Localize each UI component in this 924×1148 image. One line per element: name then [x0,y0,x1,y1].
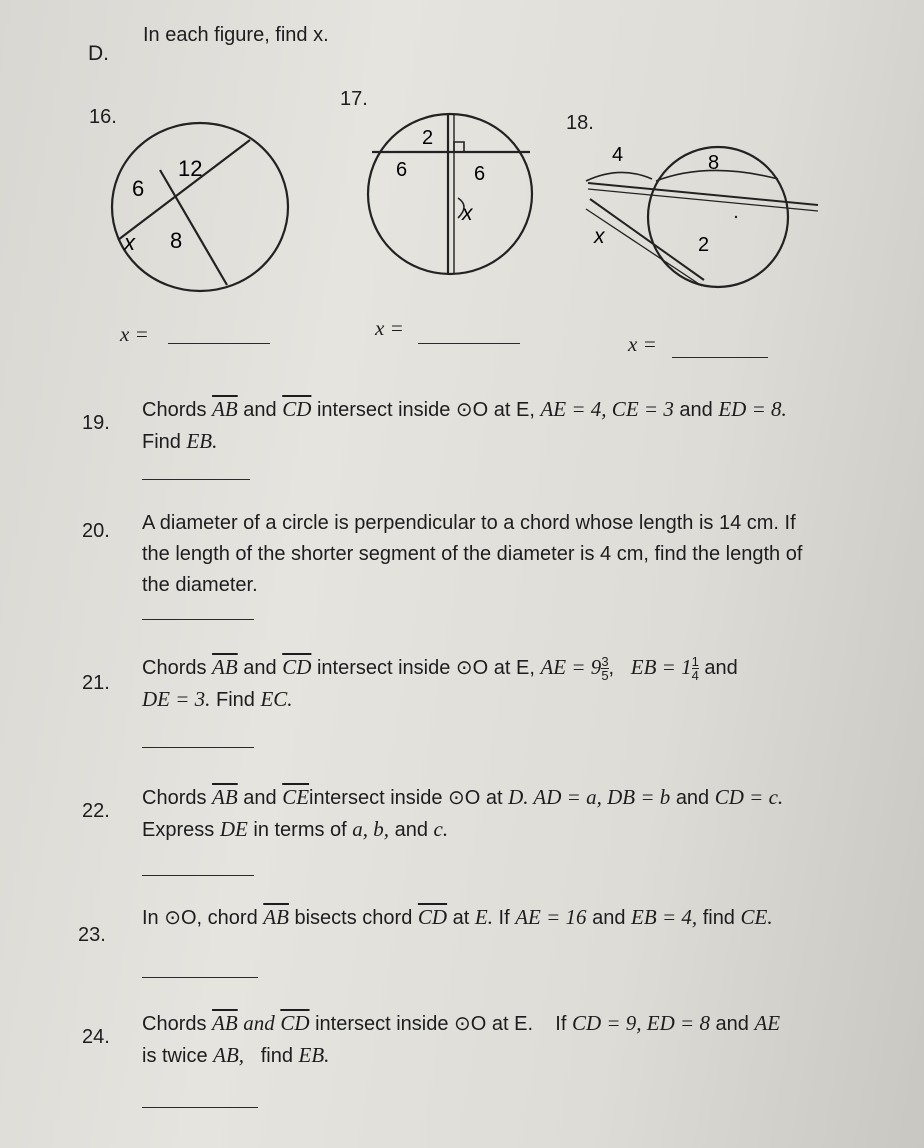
problem-24-t2: intersect inside ⊙O at E. [315,1013,534,1035]
problem-19-find: Find [142,431,181,453]
problem-23-t1: In ⊙O, chord [142,907,258,929]
problem-24-answer-blank[interactable] [142,1106,258,1108]
problem-20-answer-blank[interactable] [142,618,254,620]
problem-22-answer-blank[interactable] [142,874,254,876]
problem-23-t2: bisects chord [294,907,413,929]
problem-21-number: 21. [82,672,110,694]
problem-22-m1: D. AD = a, DB = b [508,785,671,809]
problem-19-text [142,394,882,458]
problem-19-eb: EB. [186,429,218,453]
problem-22-line-1 [142,782,902,814]
problem-22-t3: and [675,787,710,809]
problem-21-ec: EC. [260,687,293,711]
problem-22-m2: CD = c. [714,785,784,809]
figure-16-answer-blank[interactable] [168,342,270,344]
problem-21-m3: DE = 3. [142,687,211,711]
problem-23-t5: and [592,907,626,929]
problem-24-cd: $\overline{CD}$ [280,1011,310,1035]
problem-19-t1: Chords [142,399,207,421]
problem-23-m1: E. [474,905,493,929]
figure-16-label-x: x [124,230,135,255]
figure-17-number: 17. [340,88,368,110]
problem-24-t3: If [555,1013,567,1035]
figure-17-right-angle [454,142,464,152]
problem-21-t3: and [704,657,738,679]
problem-22-and-2: and [394,819,428,841]
problem-19-and: and [243,399,277,421]
problem-23-number: 23. [78,924,106,946]
problem-21-find: Find [215,689,255,711]
figure-16-circle [112,123,288,291]
problem-23-m4: CE. [740,905,773,929]
problem-19-number: 19. [82,412,110,434]
problem-22-ab: $\overline{AB}$ [212,785,238,809]
problem-21-ab: $\overline{AB}$ [212,655,238,679]
problem-23-text [142,902,902,934]
problem-22-t2: intersect inside ⊙O at [309,787,503,809]
problem-23-t4: If [498,907,510,929]
problem-22-in-terms: in terms of [253,819,347,841]
problem-19-answer-blank[interactable] [142,478,250,480]
problem-22-c: c. [433,817,449,841]
problem-23-m2: AE = 16 [515,905,587,929]
problem-24-ab2: AB, [213,1043,245,1067]
problem-21-cd: $\overline{CD}$ [282,655,312,679]
figure-18-number: 18. [566,112,594,134]
problem-22-line-2 [142,814,902,846]
problem-24-m2: AE [754,1011,781,1035]
figure-18-diagram [568,135,818,295]
figure-17-label-2: 2 [422,127,434,149]
problem-20-number: 20. [82,520,110,542]
problem-24-find: find [260,1045,293,1067]
problem-23-t3: at [452,907,470,929]
problem-22-and: and [243,787,277,809]
problem-21-frac-2: $\frac{1}{4}$ [691,654,699,684]
figure-16-answer-label: x = [120,322,149,346]
problem-24-t4: and [715,1013,749,1035]
problem-23-t6: find [702,907,735,929]
figure-18-label-8: 8 [708,152,720,174]
figure-18-center-dot [735,216,737,218]
problem-21-m2: EB = 1 [630,655,692,679]
figure-18-label-4: 4 [612,144,624,166]
problem-22-t1: Chords [142,787,207,809]
problem-24-ab: $\overline{AB}$ [212,1011,238,1035]
figure-18-brace-4 [586,172,652,181]
problem-20-text [142,508,902,601]
problem-21-comma: , [608,657,615,679]
figure-17-label-x: x [462,202,473,225]
problem-22-text [142,782,902,846]
problem-22-number: 22. [82,800,110,822]
problem-19-ab: $\overline{AB}$ [212,397,238,421]
problem-23-m3: EB = 4, [631,905,698,929]
problem-19-line-2 [142,426,882,458]
figure-18-secant-2 [590,199,704,280]
problem-21-m1: AE = 9 [540,655,602,679]
problem-22-vars: a, b, [352,817,390,841]
problem-22-express: Express [142,819,215,841]
problem-21-line-2 [142,684,902,716]
problem-23-cd: $\overline{CD}$ [417,905,448,929]
figure-16-label-12: 12 [178,156,203,181]
problem-22-de: DE [219,817,248,841]
figure-16-label-8: 8 [170,228,183,253]
problem-24-and: and [243,1011,275,1035]
section-instruction: In each figure, find x. [143,24,329,46]
problem-24-m1: CD = 9, ED = 8 [571,1011,710,1035]
problem-22-ce: $\overline{CE}$ [282,785,310,809]
problem-21-answer-blank[interactable] [142,746,254,748]
problem-19-m1: AE = 4, CE = 3 [540,397,674,421]
problem-24-eb: EB. [298,1043,330,1067]
problem-21-frac-1: $\frac{3}{5}$ [601,654,609,684]
section-label: D. [88,42,109,65]
problem-21-t1: Chords [142,657,207,679]
figure-16-diagram [100,110,300,300]
figure-16-label-6: 6 [132,176,145,201]
figure-18-answer-label: x = [628,332,657,356]
figure-18-answer-blank[interactable] [672,356,768,358]
figure-17-diagram [358,110,543,280]
problem-21-and: and [243,657,277,679]
problem-20-line-3: the diameter. [142,574,258,596]
problem-24-t1: Chords [142,1013,207,1035]
problem-21-t2: intersect inside ⊙O at E, [316,657,535,679]
figure-17-circle [368,114,532,274]
figure-18-label-2: 2 [698,234,710,256]
problem-21-line-1 [142,652,902,684]
problem-21-text [142,652,902,716]
figure-18-label-x: x [594,225,605,248]
problem-24-line-2 [142,1040,902,1072]
problem-19-line-1 [142,394,882,426]
figure-16-number: 16. [89,106,117,128]
problem-24-line-1 [142,1008,902,1040]
figure-17-label-6-right: 6 [474,163,486,185]
figure-17-answer-blank[interactable] [418,342,520,344]
problem-19-t2: intersect inside ⊙O at E, [316,399,535,421]
problem-24-text [142,1008,902,1072]
problem-19-cd: $\overline{CD}$ [282,397,312,421]
figure-17-label-6-left: 6 [396,159,408,181]
problem-24-number: 24. [82,1026,110,1048]
problem-19-m2: ED = 8. [718,397,787,421]
figure-17-answer-label: x = [375,316,404,340]
problem-24-is-twice: is twice [142,1045,208,1067]
problem-19-t3: and [679,399,713,421]
problem-20-line-1: A diameter of a circle is perpendicular to a chord whose length is 14 cm. If [142,512,796,534]
problem-20-line-2: the length of the shorter segment of the diameter is 4 cm, find the length of [142,543,803,565]
problem-23-ab: $\overline{AB}$ [263,905,289,929]
problem-23-answer-blank[interactable] [142,976,258,978]
